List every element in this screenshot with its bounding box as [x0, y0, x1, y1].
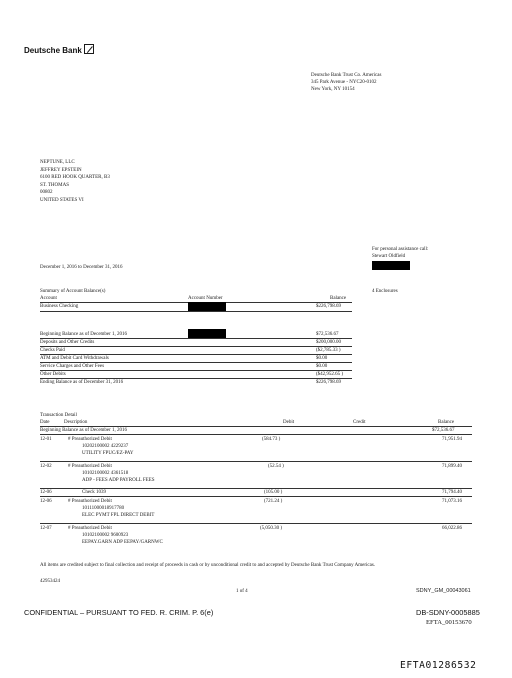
customer-address-line: ST. THOMAS	[40, 182, 69, 188]
row-desc-line: EEPAY.GARN ADP EEPAY/GARNWC	[82, 540, 163, 545]
db-sdny-number: DB-SDNY-0005885	[416, 608, 480, 617]
customer-address-line: NEPTUNE, LLC	[40, 160, 75, 165]
balance-value: $200,000.00	[316, 340, 341, 345]
row-desc-line: # Preauthorized Debit	[68, 464, 112, 469]
row-balance: 71,899.40	[442, 464, 462, 469]
header-balance: Balance	[438, 420, 455, 425]
balance-label: Deposits and Other Credits	[40, 340, 95, 345]
summary-title: Summary of Account Balance(s)	[40, 289, 106, 294]
customer-address-line: JEFFREY EPSTEIN	[40, 167, 82, 173]
bank-logo	[24, 44, 94, 55]
footer-note: All items are credited subject to final collection and receipt of proceeds in cash or by unconditional credit to and accepted by Deutsche Bank Trust Company Americas.	[40, 563, 376, 568]
row-rule	[40, 523, 472, 524]
efta-large-number: EFTA01286532	[400, 660, 477, 671]
balance-value: ($42,952.65 )	[316, 372, 344, 377]
row-desc-line: Check 1039	[82, 490, 107, 495]
bank-address	[311, 72, 381, 93]
row-balance: 71,794.40	[442, 490, 462, 495]
balance-value: $72,536.67	[316, 332, 339, 337]
balance-label: Service Charges and Other Fees	[40, 364, 105, 369]
balance-row	[40, 379, 352, 387]
balance-value: $0.00	[316, 356, 328, 361]
balance-label: Other Debits	[40, 372, 66, 377]
beginning-balance-rule	[40, 434, 472, 435]
bates-sdny: SDNY_GM_00043061	[416, 588, 471, 594]
row-date: 12-06	[40, 490, 52, 495]
row-debit: (105.00 )	[264, 490, 283, 495]
header-debit: Debit	[283, 420, 295, 425]
summary-bottom-rule	[40, 311, 352, 312]
balance-summary	[40, 331, 352, 387]
row-date: 12-06	[40, 499, 52, 504]
balance-value: $226,798.69	[316, 380, 341, 385]
statement-period: December 1, 2016 to December 31, 2016	[40, 265, 123, 270]
beginning-balance-value: $72,536.67	[432, 428, 455, 433]
table-row	[40, 436, 472, 462]
summary-header-balance: Balance	[330, 296, 347, 301]
row-desc-line: # Preauthorized Debit	[68, 499, 112, 504]
row-desc-line: 10102100002 9600923	[82, 533, 129, 538]
row-debit: (721.24 )	[264, 499, 283, 504]
row-balance: 66,022.86	[442, 526, 462, 531]
balance-value: ($2,785.33 )	[316, 348, 341, 353]
row-desc-line: ADP - FEES ADP PAYROLL FEES	[82, 478, 155, 483]
customer-address-line: UNITED STATES VI	[40, 197, 84, 203]
redacted-phone	[372, 261, 410, 270]
balance-label: Beginning Balance as of December 1, 2016	[40, 332, 128, 337]
balance-value: $0.00	[316, 364, 328, 369]
row-debit: (52.54 )	[268, 464, 284, 469]
row-desc-line: # Preauthorized Debit	[68, 437, 112, 442]
row-balance: 71,073.16	[442, 499, 462, 504]
row-debit: (584.73 )	[262, 437, 281, 442]
row-desc-line: 10111000018917780	[82, 506, 125, 511]
row-date: 12-02	[40, 464, 52, 469]
balance-label: Checks Paid	[40, 348, 65, 353]
row-desc-line: ELEC PYMT FPL DIRECT DEBIT	[82, 513, 155, 518]
row-date: 12-01	[40, 437, 52, 442]
balance-label: Ending Balance as of December 31, 2016	[40, 380, 124, 385]
header-description: Description	[64, 420, 88, 425]
table-row	[40, 498, 472, 524]
row-date: 12-07	[40, 526, 52, 531]
row-desc-line: UTILITY FPUC/EZ-PAY	[82, 451, 134, 456]
balance-row	[40, 363, 352, 371]
assistance-block	[372, 246, 428, 260]
summary-balance: $226,798.69	[316, 304, 341, 309]
customer-address-line: 00802	[40, 190, 53, 196]
page-number: 1 of 4	[236, 589, 248, 594]
balance-row	[40, 331, 352, 339]
balance-row	[40, 371, 352, 379]
row-balance: 71,951.94	[442, 437, 462, 442]
assistance-label: For personal assistance call:	[372, 247, 429, 252]
redacted-account-number	[188, 302, 226, 311]
row-desc-line: 10102100002 4361518	[82, 471, 129, 476]
table-row	[40, 463, 472, 489]
confidential-notice: CONFIDENTIAL – PURSUANT TO FED. R. CRIM. P. 6(e)	[24, 608, 214, 617]
header-date: Date	[40, 420, 50, 425]
efta-small-number: EFTA_00153670	[426, 619, 472, 626]
balance-label: ATM and Debit Card Withdrawals	[40, 356, 109, 361]
customer-address	[40, 159, 110, 205]
assistance-name: Stewart Oldfield	[372, 254, 406, 259]
balance-row	[40, 347, 352, 355]
reference-code: 42953424	[40, 579, 60, 584]
deutsche-bank-slash-icon	[84, 44, 94, 54]
summary-account-name: Business Checking	[40, 304, 79, 309]
bank-address-line: New York, NY 10154	[311, 87, 355, 92]
beginning-balance-label: Beginning Balance as of December 1, 2016	[40, 428, 128, 433]
balance-row	[40, 339, 352, 347]
row-desc-line: 10202100002 4229237	[82, 444, 129, 449]
balance-row	[40, 355, 352, 363]
bank-address-line: 345 Park Avenue - NYC20-0102	[311, 80, 377, 85]
bank-address-line: Deutsche Bank Trust Co. Americas	[311, 73, 382, 78]
header-credit: Credit	[353, 420, 366, 425]
bank-name: Deutsche Bank	[24, 46, 82, 55]
row-debit: (5,050.30 )	[260, 526, 283, 531]
row-rule	[40, 496, 472, 497]
summary-header-account: Account	[40, 296, 57, 301]
transactions-title: Transaction Detail	[40, 413, 77, 418]
customer-address-line: 6100 RED HOOK QUARTER, B3	[40, 175, 110, 181]
row-rule	[40, 461, 472, 462]
summary-header-number: Account Number	[188, 296, 223, 301]
enclosures-count: 4 Enclosures	[372, 289, 398, 294]
row-desc-line: # Preauthorized Debit	[68, 526, 112, 531]
table-row	[40, 525, 472, 551]
